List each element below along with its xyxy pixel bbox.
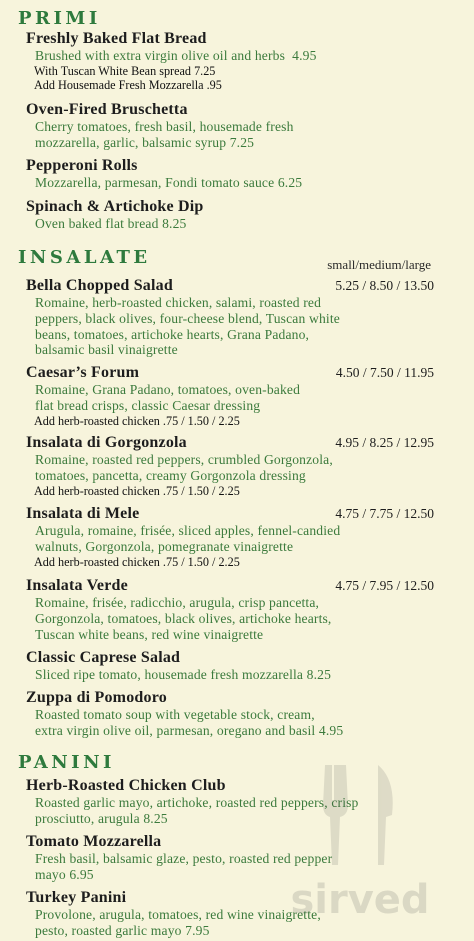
item-name: Spinach & Artichoke Dip xyxy=(26,198,204,215)
item-price: 4.75 / 7.75 / 12.50 xyxy=(335,506,434,521)
section-title-primi: PRIMI xyxy=(18,8,101,29)
item-name: Classic Caprese Salad xyxy=(26,649,181,666)
item-description: Romaine, herb-roasted chicken, salami, roasted red peppers, black olives, four-cheese blend, Tuscan white beans, tomatoes, artichoke hearts, Grana Padano, balsamic basil vinaigrette xyxy=(35,295,340,358)
sirved-watermark-text: sirved xyxy=(290,877,430,923)
item-addon: Add herb-roasted chicken .75 / 1.50 / 2.25 xyxy=(34,413,240,428)
item-price: 4.95 / 8.25 / 12.95 xyxy=(335,435,434,450)
item-addon: With Tuscan White Bean spread 7.25 xyxy=(34,63,216,78)
item-description: Roasted tomato soup with vegetable stock, cream, extra virgin olive oil, parmesan, oregano and basil 4.95 xyxy=(35,707,344,738)
item-addon: Add Housemade Fresh Mozzarella .95 xyxy=(34,78,222,93)
item-description: Fresh basil, balsamic glaze, pesto, roasted red pepper mayo 6.95 xyxy=(35,851,333,882)
menu-item-zuppa xyxy=(26,689,434,739)
menu-item-bella-chopped xyxy=(26,277,434,358)
item-price: 5.25 / 8.50 / 13.50 xyxy=(335,278,434,293)
item-name: Pepperoni Rolls xyxy=(26,157,138,174)
item-name: Freshly Baked Flat Bread xyxy=(26,30,207,47)
item-name: Turkey Panini xyxy=(26,889,127,906)
item-description: Arugula, romaine, frisée, sliced apples, fennel-candied walnuts, Gorgonzola, pomegranate vinaigrette xyxy=(35,523,341,554)
item-name: Zuppa di Pomodoro xyxy=(26,689,167,706)
item-description: Brushed with extra virgin olive oil and herbs 4.95 xyxy=(35,48,317,63)
item-name: Caesar’s Forum xyxy=(26,364,140,381)
section-title-insalate: INSALATE xyxy=(18,247,151,268)
item-name: Oven-Fired Bruschetta xyxy=(26,101,188,118)
item-description: Sliced ripe tomato, housemade fresh mozzarella 8.25 xyxy=(35,667,332,682)
menu-item-caprese xyxy=(26,649,434,683)
section-title-panini: PANINI xyxy=(18,752,115,773)
item-addon: Add herb-roasted chicken .75 / 1.50 / 2.25 xyxy=(34,554,240,569)
menu-item-bruschetta xyxy=(26,101,434,151)
item-description: Provolone, arugula, tomatoes, red wine vinaigrette, pesto, roasted garlic mayo 7.95 xyxy=(35,907,321,938)
item-description: Roasted garlic mayo, artichoke, roasted red peppers, crisp prosciutto, arugula 8.25 xyxy=(35,795,359,826)
menu-item-tomato-mozzarella xyxy=(26,833,434,883)
menu-item-gorgonzola xyxy=(26,434,434,498)
item-addon: Add herb-roasted chicken .75 / 1.50 / 2.25 xyxy=(34,483,240,498)
item-description: Romaine, frisée, radicchio, arugula, crisp pancetta, Gorgonzola, tomatoes, black olives, artichoke hearts, Tuscan white beans, red wine vinaigrette xyxy=(35,595,332,642)
item-description: Mozzarella, parmesan, Fondi tomato sauce 6.25 xyxy=(35,175,303,190)
item-name: Bella Chopped Salad xyxy=(26,277,173,294)
sizes-note: small/medium/large xyxy=(327,257,431,272)
menu-item-flat-bread xyxy=(26,30,434,93)
item-name: Insalata di Mele xyxy=(26,505,140,522)
menu-item-chicken-club xyxy=(26,777,434,827)
menu-item-verde xyxy=(26,577,434,642)
item-description: Romaine, roasted red peppers, crumbled Gorgonzola, tomatoes, pancetta, creamy Gorgonzola dressing xyxy=(35,452,333,483)
item-description: Cherry tomatoes, fresh basil, housemade fresh mozzarella, garlic, balsamic syrup 7.25 xyxy=(35,119,294,150)
item-name: Insalata di Gorgonzola xyxy=(26,434,187,451)
item-name: Tomato Mozzarella xyxy=(26,833,162,850)
menu-item-pepperoni-rolls xyxy=(26,157,434,191)
item-name: Herb-Roasted Chicken Club xyxy=(26,777,226,794)
item-description: Oven baked flat bread 8.25 xyxy=(35,216,187,231)
item-price: 4.75 / 7.95 / 12.50 xyxy=(335,578,434,593)
item-price: 4.95 xyxy=(292,48,317,63)
menu-item-caesars-forum xyxy=(26,364,434,428)
item-description: Romaine, Grana Padano, tomatoes, oven-baked flat bread crisps, classic Caesar dressing xyxy=(35,382,301,413)
menu-item-turkey-panini xyxy=(26,889,434,939)
item-price: 4.50 / 7.50 / 11.95 xyxy=(335,365,434,380)
menu-item-spinach-dip xyxy=(26,198,434,232)
menu-item-mele xyxy=(26,505,434,569)
item-name: Insalata Verde xyxy=(26,577,128,594)
